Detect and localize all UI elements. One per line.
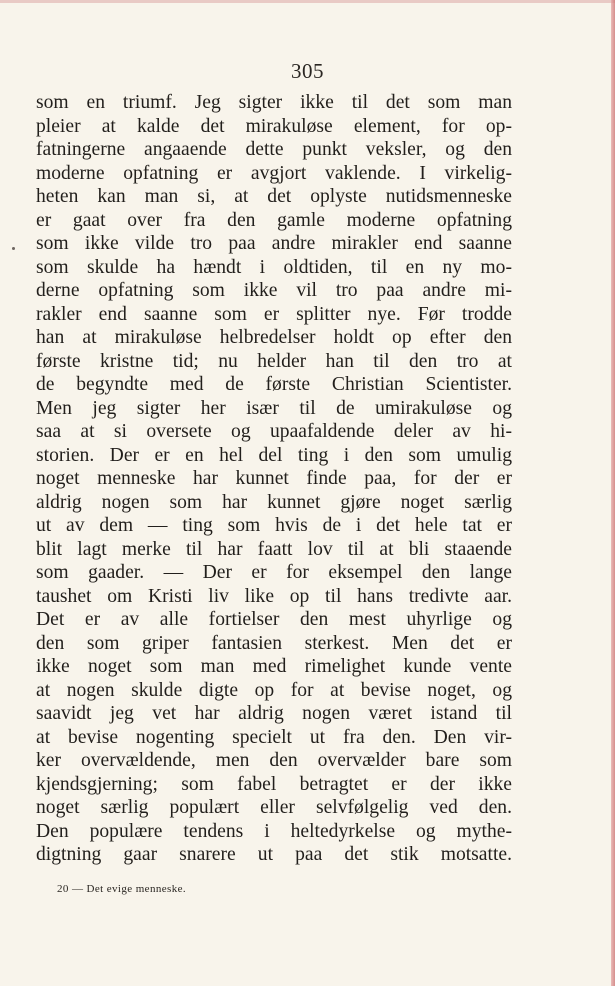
text-line: heten kan man si, at det oplyste nutidsmenneske [36, 186, 512, 207]
text-line: at nogen skulde digte op for at bevise noget, og [36, 679, 512, 701]
text-line: noget særlig populært eller selvfølgelig ved den. [36, 797, 512, 818]
text-line: de begyndte med de første Christian Scientister. [36, 374, 512, 395]
text-line: noget menneske har kunnet finde paa, for der er [36, 468, 512, 489]
text-line: moderne opfatning er avgjort vaklende. I virkelig- [36, 162, 512, 184]
text-line: saa at si oversete og upaafaldende deler av hi- [36, 421, 512, 442]
text-line: blit lagt merke til har faatt lov til at bli staaende [36, 538, 512, 560]
text-line: saavidt jeg vet har aldrig nogen været istand til [36, 703, 512, 724]
text-line: pleier at kalde det mirakuløse element, for op- [36, 115, 512, 137]
text-line: kjendsgjerning; som fabel betragtet er der ikke [36, 773, 512, 795]
text-line: storien. Der er en hel del ting i den som umulig [36, 444, 512, 466]
page-right-edge [611, 0, 615, 986]
text-line: som ikke vilde tro paa andre mirakler end saanne [36, 233, 512, 254]
text-line: er gaat over fra den gamle moderne opfatning [36, 209, 512, 231]
text-line: den som griper fantasien sterkest. Men det er [36, 632, 512, 654]
text-line: at bevise nogenting specielt ut fra den. Den vir- [36, 726, 512, 748]
text-line: ikke noget som man med rimelighet kunde vente [36, 656, 512, 677]
margin-mark [12, 247, 15, 250]
text-line: aldrig nogen som har kunnet gjøre noget særlig [36, 491, 512, 513]
page-top-edge [0, 0, 615, 3]
text-line: rakler end saanne som er splitter nye. Før trodde [36, 303, 512, 325]
body-text [36, 91, 512, 867]
text-line: digtning gaar snarere ut paa det stik motsatte. [36, 844, 512, 865]
text-line: som en triumf. Jeg sigter ikke til det som man [36, 92, 512, 113]
printer-signature: 20 — Det evige menneske. [57, 883, 187, 895]
text-line: Den populære tendens i heltedyrkelse og mythe- [36, 820, 512, 842]
text-line: taushet om Kristi liv like op til hans tredivte aar. [36, 585, 512, 607]
text-line: første kristne tid; nu helder han til den tro at [36, 350, 512, 372]
text-line: som skulde ha hændt i oldtiden, til en ny mo- [36, 256, 512, 278]
page-number: 305 [291, 59, 324, 83]
text-line: som gaader. — Der er for eksempel den lange [36, 562, 512, 583]
text-line: Det er av alle fortielser den mest uhyrlige og [36, 609, 512, 630]
text-line: ker overvældende, men den overvælder bare som [36, 750, 512, 771]
text-line: Men jeg sigter her især til de umirakuløse og [36, 397, 512, 419]
text-line: derne opfatning som ikke vil tro paa andre mi- [36, 280, 512, 301]
text-line: ut av dem — ting som hvis de i det hele tat er [36, 515, 512, 536]
text-line: fatningerne angaaende dette punkt veksler, og den [36, 139, 512, 160]
text-line: han at mirakuløse helbredelser holdt op efter den [36, 327, 512, 348]
